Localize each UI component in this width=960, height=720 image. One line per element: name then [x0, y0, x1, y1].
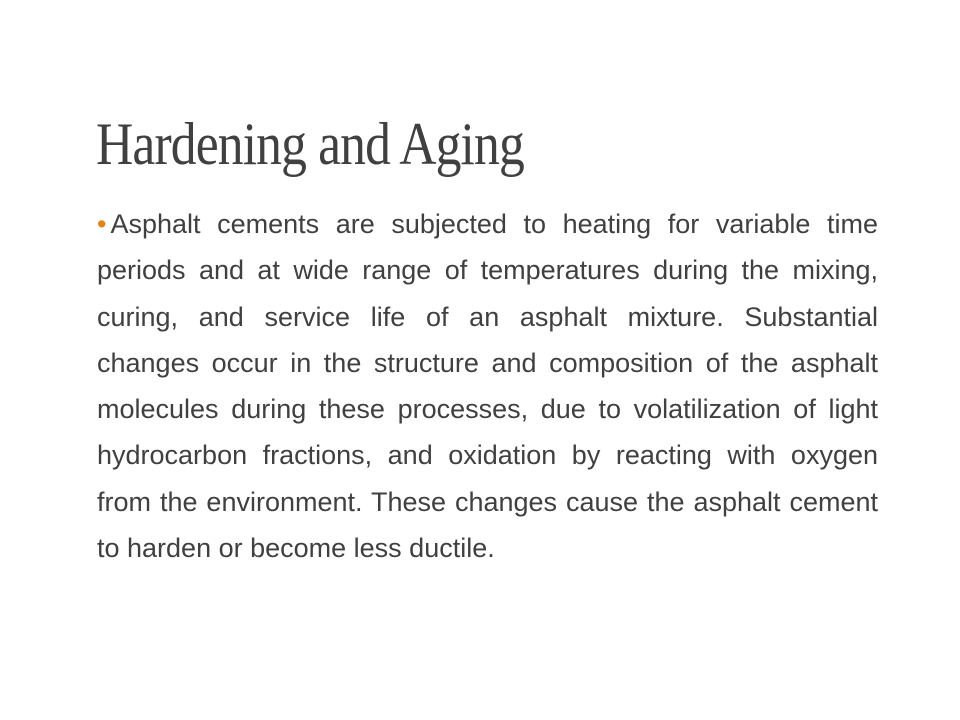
- bullet-paragraph: [97, 201, 878, 571]
- slide-title: Hardening and Aging: [96, 111, 524, 177]
- bullet-icon: •: [97, 209, 107, 239]
- bullet-text: Asphalt cements are subjected to heating for variable time periods and at wide range of temperatures during the mixing, curing, and service life of an asphalt mixture. Substantial changes occur in the structure and composition of the asphalt molecules during these processes, due to volatilization of light hydrocarbon fractions, and oxidation by reacting with oxygen from the environment. These changes cause the asphalt cement to harden or become less ductile.: [97, 209, 878, 564]
